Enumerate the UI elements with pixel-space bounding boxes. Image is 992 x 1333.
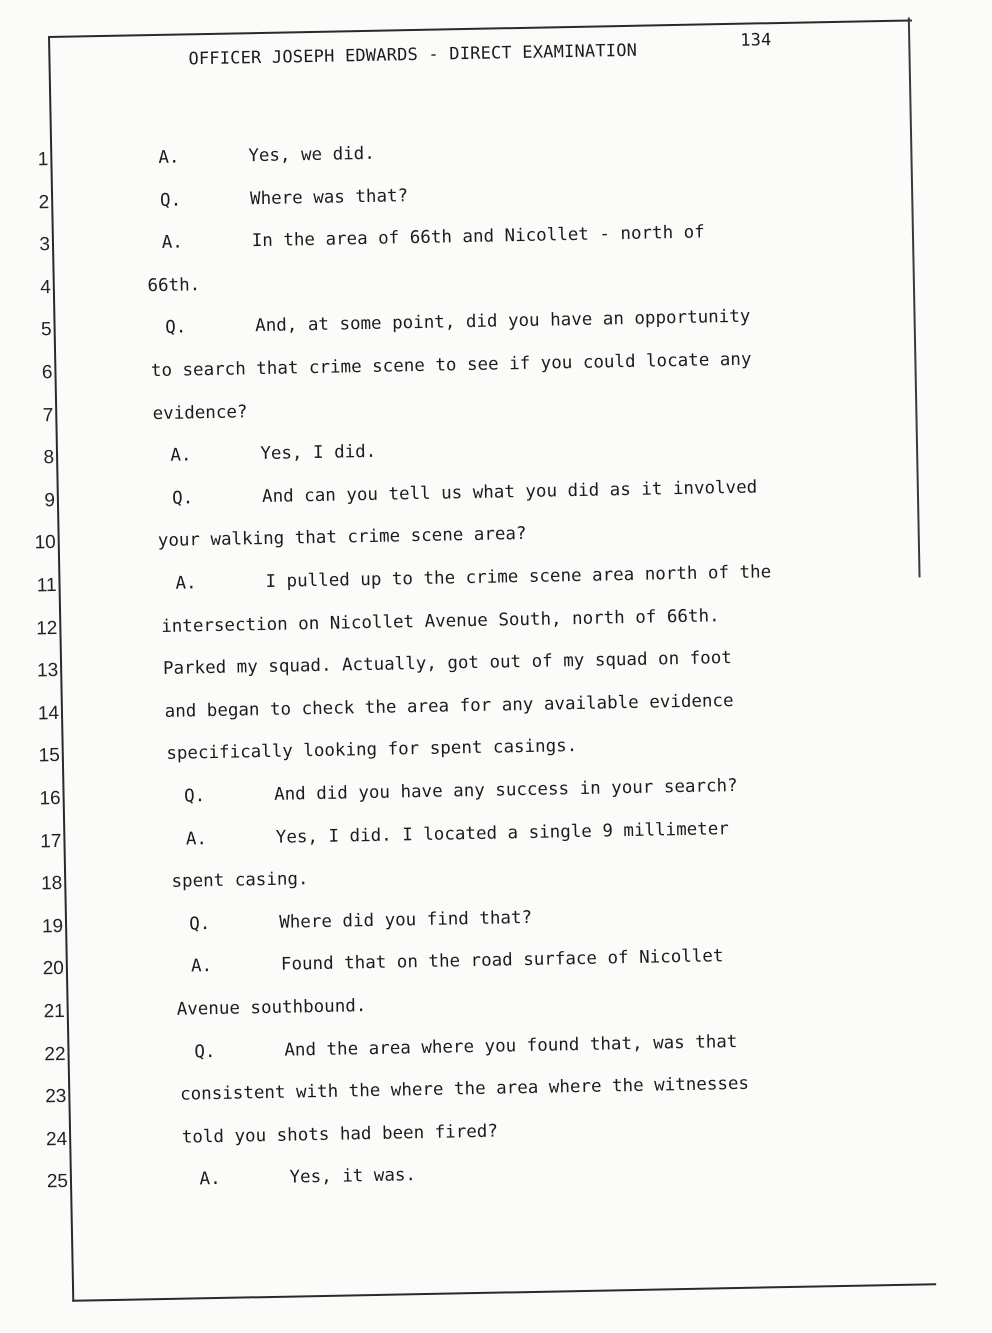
header-title: OFFICER JOSEPH EDWARDS - DIRECT EXAMINATION <box>188 41 637 70</box>
line-text: Found that on the road surface of Nicollet <box>281 945 724 977</box>
answer-marker: A. <box>162 231 184 255</box>
line-text: told you shots had been fired? <box>182 1119 498 1149</box>
line-text: and began to check the area for any available evidence <box>164 689 733 724</box>
answer-marker: A. <box>191 954 213 978</box>
line-text: Yes, it was. <box>289 1164 416 1190</box>
answer-marker: A. <box>170 444 192 468</box>
line-number: 13 <box>30 659 58 684</box>
line-text: evidence? <box>152 400 247 426</box>
line-text: And, at some point, did you have an opportunity <box>255 305 751 339</box>
line-text: Parked my squad. Actually, got out of my squad on foot <box>163 646 732 681</box>
line-number: 1 <box>20 148 48 173</box>
line-text: 66th. <box>147 273 200 298</box>
line-number: 14 <box>31 702 59 727</box>
line-number: 4 <box>23 276 51 301</box>
line-number: 23 <box>38 1085 66 1110</box>
question-marker: Q. <box>172 486 194 510</box>
line-text: In the area of 66th and Nicollet - north of <box>252 221 705 254</box>
line-text: specifically looking for spent casings. <box>166 734 577 766</box>
line-number: 22 <box>37 1042 65 1067</box>
line-text: Where was that? <box>250 184 408 211</box>
line-number: 10 <box>28 531 56 556</box>
line-number: 9 <box>27 489 55 514</box>
line-number: 7 <box>25 404 53 429</box>
line-number: 25 <box>40 1170 68 1195</box>
question-marker: Q. <box>160 188 182 212</box>
line-number: 8 <box>26 446 54 471</box>
line-text: Yes, I did. I located a single 9 millimeter <box>276 817 729 850</box>
line-number: 3 <box>22 233 50 258</box>
line-text: intersection on Nicollet Avenue South, north of 66th. <box>161 604 720 639</box>
line-text: Avenue southbound. <box>176 994 366 1022</box>
line-number: 11 <box>28 574 56 599</box>
line-number: 17 <box>33 830 61 855</box>
line-text: And did you have any success in your search? <box>274 774 738 807</box>
line-text: Yes, I did. <box>260 440 376 466</box>
line-number: 5 <box>23 318 51 343</box>
line-number: 19 <box>35 915 63 940</box>
question-marker: Q. <box>184 784 206 808</box>
line-text: Where did you find that? <box>279 906 532 935</box>
line-number: 15 <box>32 744 60 769</box>
line-text: I pulled up to the crime scene area north of the <box>265 560 771 594</box>
line-number: 20 <box>36 957 64 982</box>
line-text: consistent with the where the area where the witnesses <box>180 1072 749 1107</box>
question-marker: Q. <box>165 316 187 340</box>
line-number: 6 <box>24 361 52 386</box>
line-number: 2 <box>21 191 49 216</box>
answer-marker: A. <box>175 571 197 595</box>
answer-marker: A. <box>158 146 180 170</box>
question-marker: Q. <box>189 912 211 936</box>
line-text: Yes, we did. <box>248 142 375 168</box>
line-text: to search that crime scene to see if you could locate any <box>151 348 752 384</box>
line-text: And the area where you found that, was that <box>284 1030 737 1063</box>
line-text: your walking that crime scene area? <box>158 522 527 553</box>
question-marker: Q. <box>194 1040 216 1064</box>
line-number: 21 <box>37 1000 65 1025</box>
line-text: spent casing. <box>171 867 308 894</box>
line-number: 24 <box>39 1128 67 1153</box>
line-text: And can you tell us what you did as it involved <box>262 475 758 509</box>
page-number: 134 <box>740 30 772 51</box>
line-number: 12 <box>29 617 57 642</box>
line-number: 18 <box>34 872 62 897</box>
answer-marker: A. <box>199 1167 221 1191</box>
answer-marker: A. <box>186 827 208 851</box>
line-number: 16 <box>32 787 60 812</box>
